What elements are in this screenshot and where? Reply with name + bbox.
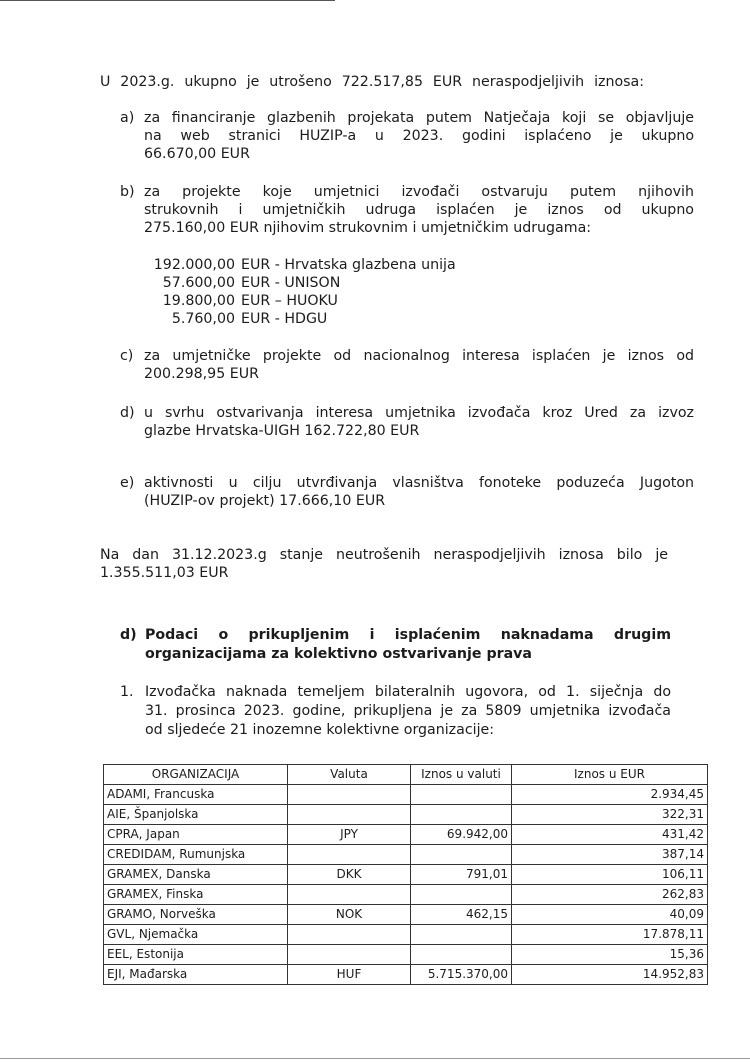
cell-organization: GRAMEX, Danska <box>104 865 288 885</box>
cell-currency <box>288 785 411 805</box>
cell-amount-currency <box>411 845 512 865</box>
item-c-line-2: 200.298,95 EUR <box>144 366 259 382</box>
table-row <box>104 785 708 805</box>
association-label-4: EUR - HDGU <box>241 311 328 327</box>
table-row <box>104 865 708 885</box>
item-a-marker: a) <box>120 110 135 126</box>
cell-organization: GRAMO, Norveška <box>104 905 288 925</box>
point-1-line-3: od sljedeće 21 inozemne kolektivne organizacije: <box>145 722 495 738</box>
cell-organization: GRAMEX, Finska <box>104 885 288 905</box>
header-valuta: Valuta <box>288 765 411 785</box>
item-c-line-1: za umjetničke projekte od nacionalnog interesa isplaćen je iznos od <box>144 348 694 364</box>
item-a-line-1: za financiranje glazbenih projekata putem Natječaja koji se objavljuje <box>144 110 694 126</box>
cell-amount-currency <box>411 925 512 945</box>
section-heading-line-1: Podaci o prikupljenim i isplaćenim naknadama drugim <box>145 627 671 643</box>
item-d-line-1: u svrhu ostvarivanja interesa umjetnika izvođača kroz Ured za izvoz <box>144 405 694 421</box>
cell-amount-eur: 322,31 <box>512 805 708 825</box>
cell-amount-eur: 431,42 <box>512 825 708 845</box>
table-header-row <box>104 765 708 785</box>
organizations-table <box>103 764 708 985</box>
table-row <box>104 825 708 845</box>
table-row <box>104 885 708 905</box>
association-label-3: EUR – HUOKU <box>241 293 338 309</box>
cell-organization: GVL, Njemačka <box>104 925 288 945</box>
cell-amount-currency: 462,15 <box>411 905 512 925</box>
cell-currency: NOK <box>288 905 411 925</box>
cell-amount-currency <box>411 885 512 905</box>
section-marker: d) <box>120 627 137 643</box>
section-heading-line-2: organizacijama za kolektivno ostvarivanje prava <box>145 646 532 662</box>
association-label-2: EUR - UNISON <box>241 275 341 291</box>
cell-amount-currency <box>411 785 512 805</box>
table-row <box>104 965 708 985</box>
association-label-1: EUR - Hrvatska glazbena unija <box>241 257 456 273</box>
cell-amount-currency: 5.715.370,00 <box>411 965 512 985</box>
cell-amount-currency: 791,01 <box>411 865 512 885</box>
cell-currency <box>288 805 411 825</box>
item-e-marker: e) <box>120 475 135 491</box>
cell-amount-currency <box>411 805 512 825</box>
cell-amount-eur: 40,09 <box>512 905 708 925</box>
cell-amount-currency: 69.942,00 <box>411 825 512 845</box>
header-iznos-u-valuti: Iznos u valuti <box>411 765 512 785</box>
intro-paragraph: U 2023.g. ukupno je utrošeno 722.517,85 EUR neraspodjeljivih iznosa: <box>100 74 644 90</box>
cell-amount-eur: 262,83 <box>512 885 708 905</box>
table-row <box>104 805 708 825</box>
item-c-marker: c) <box>120 348 134 364</box>
cell-amount-eur: 14.952,83 <box>512 965 708 985</box>
item-b-line-2: strukovnih i umjetničkih udruga isplaćen je iznos od ukupno <box>144 202 694 218</box>
cell-amount-eur: 15,36 <box>512 945 708 965</box>
cell-organization: CPRA, Japan <box>104 825 288 845</box>
cell-amount-eur: 2.934,45 <box>512 785 708 805</box>
item-b-line-3: 275.160,00 EUR njihovim strukovnim i umjetničkim udrugama: <box>144 220 592 236</box>
association-amount-4: 5.760,00 <box>171 311 235 327</box>
balance-line-1: Na dan 31.12.2023.g stanje neutrošenih neraspodjeljivih iznosa bilo je <box>100 547 668 563</box>
association-amount-2: 57.600,00 <box>162 275 235 291</box>
item-b-marker: b) <box>120 184 135 200</box>
cell-organization: EJI, Mađarska <box>104 965 288 985</box>
cell-amount-currency <box>411 945 512 965</box>
item-b-line-1: za projekte koje umjetnici izvođači ostvaruju putem njihovih <box>144 184 694 200</box>
cell-currency: JPY <box>288 825 411 845</box>
cell-organization: ADAMI, Francuska <box>104 785 288 805</box>
cell-currency <box>288 925 411 945</box>
bottom-border-line <box>0 1058 750 1059</box>
table-row <box>104 945 708 965</box>
cell-organization: EEL, Estonija <box>104 945 288 965</box>
table-row <box>104 925 708 945</box>
cell-amount-eur: 17.878,11 <box>512 925 708 945</box>
item-a-line-3: 66.670,00 EUR <box>144 146 250 162</box>
item-e-line-1: aktivnosti u cilju utvrđivanja vlasništva fonoteke poduzeća Jugoton <box>144 475 694 491</box>
item-d-marker: d) <box>120 405 135 421</box>
association-amount-1: 192.000,00 <box>153 257 235 273</box>
cell-amount-eur: 387,14 <box>512 845 708 865</box>
table-row <box>104 905 708 925</box>
cell-organization: CREDIDAM, Rumunjska <box>104 845 288 865</box>
balance-line-2: 1.355.511,03 EUR <box>100 565 229 581</box>
item-d-line-2: glazbe Hrvatska-UIGH 162.722,80 EUR <box>144 423 420 439</box>
point-1-line-2: 31. prosinca 2023. godine, prikupljena je za 5809 umjetnika izvođača <box>145 703 671 719</box>
cell-currency: DKK <box>288 865 411 885</box>
cell-currency <box>288 885 411 905</box>
item-e-line-2: (HUZIP-ov projekt) 17.666,10 EUR <box>144 493 386 509</box>
cell-organization: AIE, Španjolska <box>104 805 288 825</box>
cell-currency: HUF <box>288 965 411 985</box>
cell-currency <box>288 945 411 965</box>
item-a-line-2: na web stranici HUZIP-a u 2023. godini isplaćeno je ukupno <box>144 128 694 144</box>
point-1-marker: 1. <box>120 684 134 700</box>
cell-amount-eur: 106,11 <box>512 865 708 885</box>
header-organizacija: ORGANIZACIJA <box>104 765 288 785</box>
header-iznos-u-eur: Iznos u EUR <box>512 765 708 785</box>
cell-currency <box>288 845 411 865</box>
table-row <box>104 845 708 865</box>
point-1-line-1: Izvođačka naknada temeljem bilateralnih ugovora, od 1. siječnja do <box>145 684 671 700</box>
association-amount-3: 19.800,00 <box>162 293 235 309</box>
